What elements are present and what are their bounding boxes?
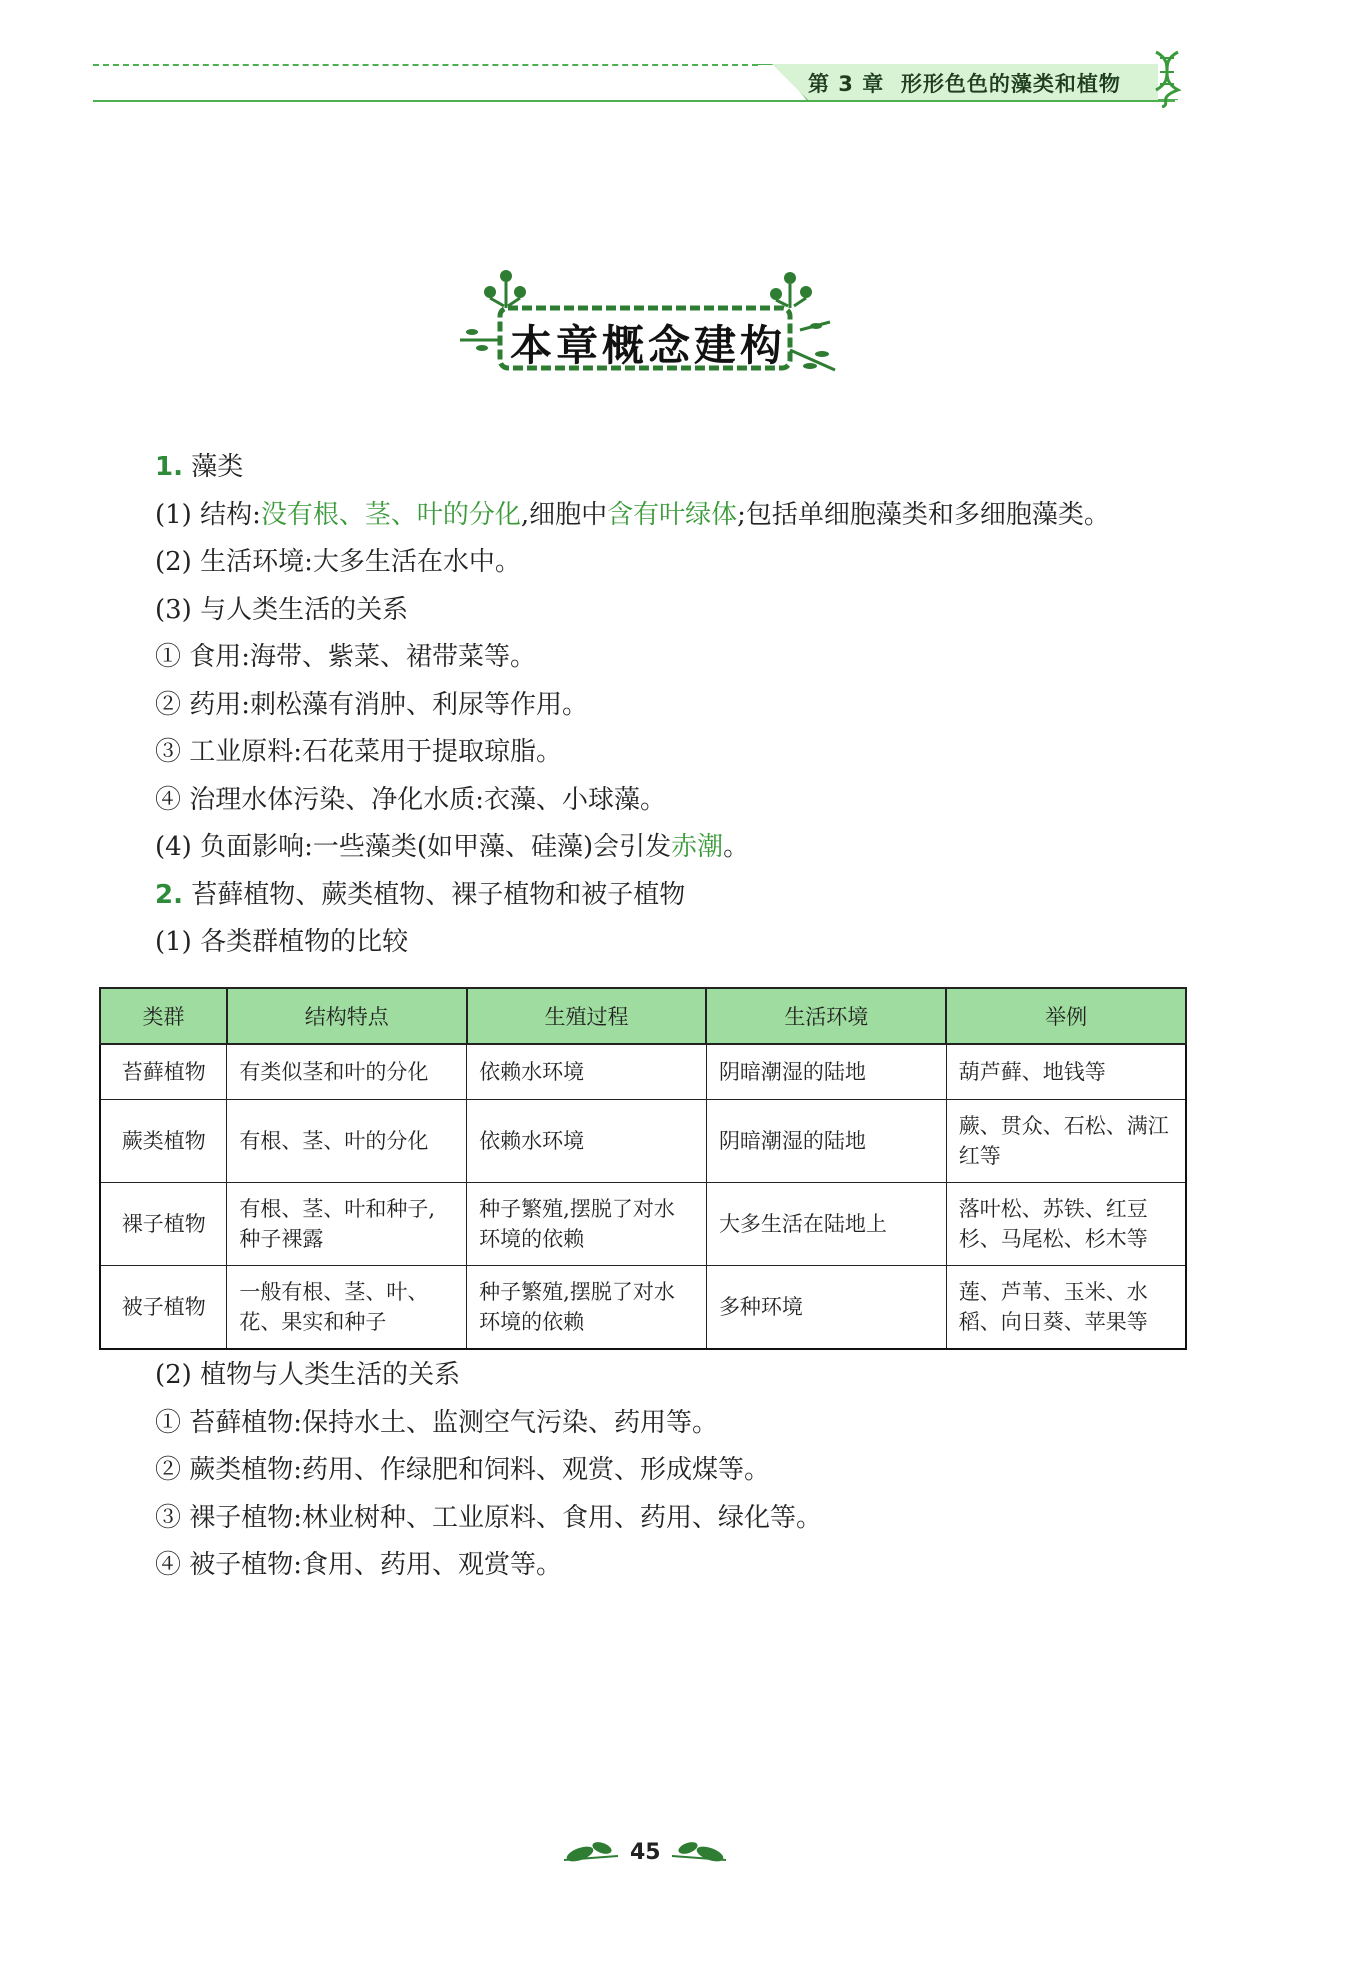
table-cell: 莲、芦苇、玉米、水稻、向日葵、苹果等 [946,1266,1186,1350]
table-cell: 葫芦藓、地钱等 [946,1044,1186,1100]
table-cell: 有根、茎、叶和种子,种子裸露 [227,1183,467,1266]
section-plants-relation [155,1352,1205,1590]
table-cell: 有根、茎、叶的分化 [227,1100,467,1183]
table-cell: 有类似茎和叶的分化 [227,1044,467,1100]
table-row [100,1100,1186,1183]
plant-comparison-table [99,987,1187,1350]
column-header: 举例 [946,988,1186,1044]
list-item: ① 食用:海带、紫菜、裙带菜等。 [155,642,537,672]
header-rule [93,100,1175,102]
table-cell: 依赖水环境 [467,1100,707,1183]
table-cell: 被子植物 [100,1266,227,1350]
table-cell: 苔藓植物 [100,1044,227,1100]
section1-heading: 1. 藻类 [155,452,244,482]
dna-icon [1150,50,1184,108]
table-cell: 蕨类植物 [100,1100,227,1183]
table-row [100,1044,1186,1100]
column-header: 结构特点 [227,988,467,1044]
chapter-title: 第 3 章 形形色色的藻类和植物 [808,72,1121,96]
table-cell: 大多生活在陆地上 [706,1183,946,1266]
column-header: 生殖过程 [467,988,707,1044]
table-cell: 阴暗潮湿的陆地 [706,1100,946,1183]
table-cell: 种子繁殖,摆脱了对水环境的依赖 [467,1266,707,1350]
list-item: ② 药用:刺松藻有消肿、利尿等作用。 [155,689,589,720]
table-cell: 种子繁殖,摆脱了对水环境的依赖 [467,1183,707,1266]
habitat-line: (2) 生活环境:大多生活在水中。 [155,547,521,577]
list-item: ④ 治理水体污染、净化水质:衣藻、小球藻。 [155,784,667,815]
column-header: 类群 [100,988,227,1044]
comparison-heading: (1) 各类群植物的比较 [155,927,409,957]
table-header-row [100,988,1186,1044]
column-header: 生活环境 [706,988,946,1044]
list-item: ③ 裸子植物:林业树种、工业原料、食用、药用、绿化等。 [155,1502,823,1533]
section-algae [155,444,1205,967]
page-number: 45 [630,1840,661,1865]
list-item: ① 苔藓植物:保持水土、监测空气污染、药用等。 [155,1407,719,1438]
list-item: ② 蕨类植物:药用、作绿肥和饲料、观赏、形成煤等。 [155,1455,771,1485]
structure-line: (1) 结构:没有根、茎、叶的分化,细胞中含有叶绿体;包括单细胞藻类和多细胞藻类。 [155,499,1110,530]
relation-heading: (3) 与人类生活的关系 [155,594,409,625]
table-cell: 多种环境 [706,1266,946,1350]
table-cell: 裸子植物 [100,1183,227,1266]
header-dotted-rule [93,64,758,66]
table-row [100,1183,1186,1266]
list-item: ③ 工业原料:石花菜用于提取琼脂。 [155,737,563,767]
table-cell: 依赖水环境 [467,1044,707,1100]
relation-heading-2: (2) 植物与人类生活的关系 [155,1360,461,1390]
table-cell: 一般有根、茎、叶、花、果实和种子 [227,1266,467,1350]
negative-impact-line: (4) 负面影响:一些藻类(如甲藻、硅藻)会引发赤潮。 [155,832,750,862]
table-cell: 落叶松、苏铁、红豆杉、马尾松、杉木等 [946,1183,1186,1266]
table-cell: 蕨、贯众、石松、满江红等 [946,1100,1186,1183]
table-cell: 阴暗潮湿的陆地 [706,1044,946,1100]
table-row [100,1266,1186,1350]
section2-heading: 2. 苔藓植物、蕨类植物、裸子植物和被子植物 [155,879,686,910]
list-item: ④ 被子植物:食用、药用、观赏等。 [155,1550,563,1580]
section-banner-title: 本章概念建构 [510,321,787,370]
